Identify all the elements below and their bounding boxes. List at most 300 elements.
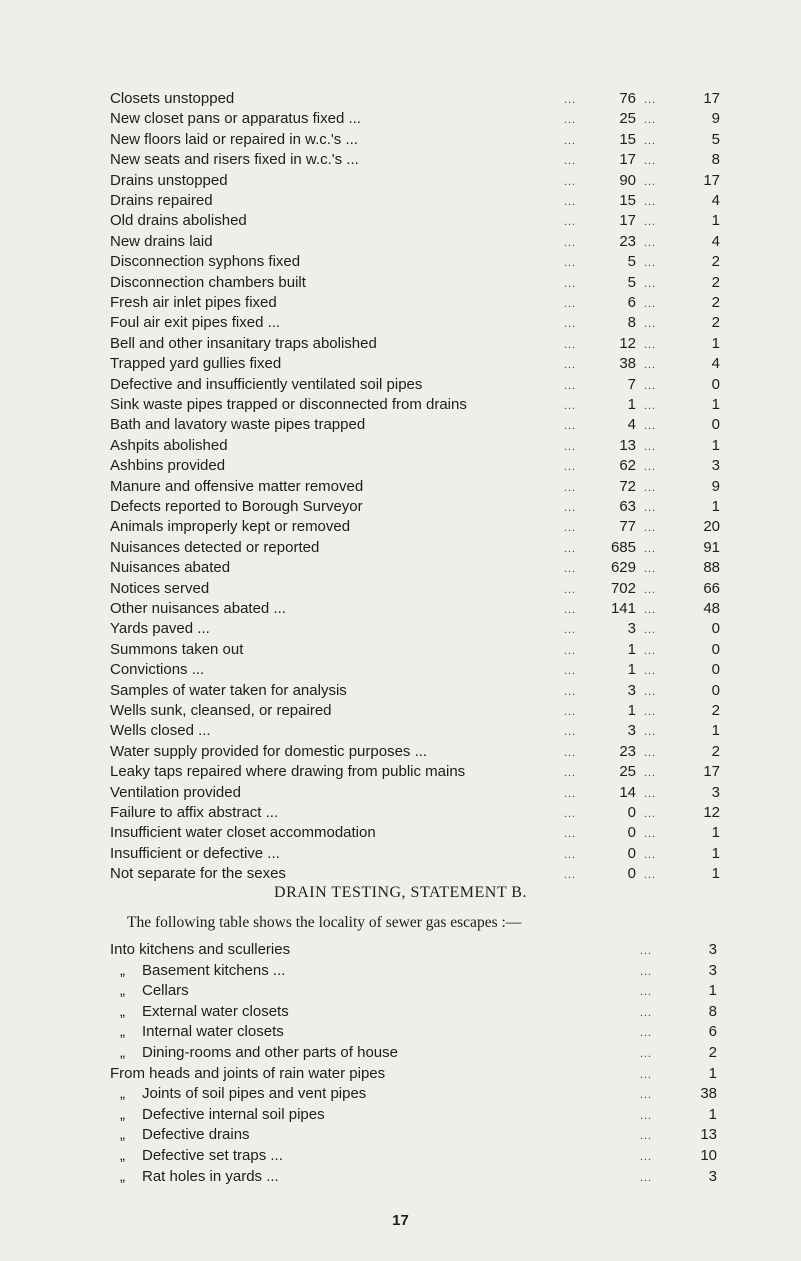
row-value-2: 2 xyxy=(711,702,720,719)
row-value-1: 1 xyxy=(627,702,636,719)
leader-dots: ... xyxy=(644,581,656,596)
row-label: Ventilation provided xyxy=(110,783,241,801)
table-row xyxy=(110,130,800,150)
item-label: Rat holes in yards ... xyxy=(142,1167,279,1185)
row-value-1: 3 xyxy=(627,681,636,699)
row-label: Bell and other insanitary traps abolished xyxy=(110,334,377,352)
list-item xyxy=(110,1084,800,1104)
item-value: 10 xyxy=(700,1147,717,1164)
row-label: Convictions ... xyxy=(110,661,205,679)
item-label-group xyxy=(110,1064,385,1084)
row-value-1: 0 xyxy=(627,865,636,883)
item-value: 1 xyxy=(708,982,717,1000)
table-row xyxy=(110,89,800,109)
row-label: Sink waste pipes trapped or disconnected from drains xyxy=(110,396,467,413)
leader-dots: ... xyxy=(644,255,656,270)
row-value-1: 141 xyxy=(610,600,636,617)
row-value-2: 2 xyxy=(711,253,720,271)
table-row xyxy=(110,803,800,823)
leader-dots: ... xyxy=(564,112,576,127)
leader-dots: ... xyxy=(564,234,576,249)
row-value-1: 15 xyxy=(619,192,636,209)
leader-dots: ... xyxy=(644,867,656,882)
table-row xyxy=(110,497,800,517)
table-row xyxy=(110,477,800,497)
leader-dots: ... xyxy=(644,214,656,229)
row-label: Ashpits abolished xyxy=(110,436,228,454)
leader-dots: ... xyxy=(640,1149,652,1163)
item-value: 1 xyxy=(708,1105,717,1123)
leader-dots: ... xyxy=(644,704,656,718)
row-label: Nuisances detected or reported xyxy=(110,538,320,556)
table-row xyxy=(110,701,800,721)
item-label-group xyxy=(110,1043,398,1063)
item-label: Cellars xyxy=(142,982,189,1000)
row-value-1: 25 xyxy=(619,763,636,781)
item-label: Basement kitchens ... xyxy=(142,961,286,979)
row-label: Samples of water taken for analysis xyxy=(110,681,347,699)
item-value: 6 xyxy=(708,1023,717,1041)
leader-dots: ... xyxy=(644,316,656,331)
row-value-1: 14 xyxy=(619,783,636,801)
leader-dots: ... xyxy=(564,275,576,290)
leader-dots: ... xyxy=(640,1025,652,1040)
leader-dots: ... xyxy=(644,785,656,800)
table-row xyxy=(110,313,800,333)
leader-dots: ... xyxy=(564,785,576,800)
leader-dots: ... xyxy=(644,357,656,372)
leader-dots: ... xyxy=(564,704,576,718)
row-value-2: 0 xyxy=(711,375,720,393)
row-value-2: 4 xyxy=(711,355,720,373)
row-label: Defects reported to Borough Surveyor xyxy=(110,498,363,515)
ditto-mark: „ xyxy=(120,1085,125,1103)
leader-dots: ... xyxy=(564,459,576,474)
item-label-group xyxy=(110,1167,279,1187)
table-row xyxy=(110,783,800,803)
row-label: Ashbins provided xyxy=(110,457,226,475)
row-value-2: 0 xyxy=(711,620,720,638)
leader-dots: ... xyxy=(644,275,656,290)
table-row xyxy=(110,864,800,884)
leader-dots: ... xyxy=(564,744,576,759)
table-row xyxy=(110,334,800,354)
row-label: Bath and lavatory waste pipes trapped xyxy=(110,416,366,434)
row-label: Yards paved ... xyxy=(110,620,210,638)
leader-dots: ... xyxy=(644,826,656,841)
row-value-2: 1 xyxy=(711,212,720,230)
table-row xyxy=(110,232,800,252)
leader-dots: ... xyxy=(564,173,576,188)
table-row xyxy=(110,844,800,864)
item-value: 8 xyxy=(708,1002,717,1020)
row-label: Animals improperly kept or removed xyxy=(110,518,351,536)
table-row xyxy=(110,354,800,374)
item-label: Defective set traps ... xyxy=(142,1147,283,1164)
table-row xyxy=(110,436,800,456)
row-label: Insufficient or defective ... xyxy=(110,844,280,862)
row-value-1: 702 xyxy=(610,579,636,597)
row-value-2: 1 xyxy=(711,844,720,862)
leader-dots: ... xyxy=(564,194,576,208)
leader-dots: ... xyxy=(640,984,652,999)
item-label: Defective drains xyxy=(142,1126,250,1144)
table-row xyxy=(110,558,800,578)
item-label-group xyxy=(110,1146,283,1166)
leader-dots: ... xyxy=(564,581,576,596)
row-value-2: 3 xyxy=(711,457,720,475)
row-label: Disconnection syphons fixed xyxy=(110,253,301,271)
list-item xyxy=(110,981,800,1001)
table-row xyxy=(110,762,800,782)
leader-dots: ... xyxy=(640,1107,652,1122)
leader-dots: ... xyxy=(644,234,656,249)
row-label: New seats and risers fixed in w.c.'s ... xyxy=(110,151,359,169)
row-label: Drains repaired xyxy=(110,192,213,209)
table-row xyxy=(110,171,800,191)
leader-dots: ... xyxy=(564,500,576,514)
ditto-mark: „ xyxy=(120,982,125,1000)
row-value-2: 2 xyxy=(711,273,720,291)
ditto-mark: „ xyxy=(120,1167,125,1185)
row-value-1: 0 xyxy=(627,844,636,862)
table-row xyxy=(110,599,800,619)
leader-dots: ... xyxy=(644,683,656,698)
row-label: Closets unstopped xyxy=(110,90,235,107)
row-label: Trapped yard gullies fixed xyxy=(110,355,282,373)
leader-dots: ... xyxy=(640,1087,652,1102)
item-label: Into kitchens and sculleries xyxy=(110,941,291,958)
list-item xyxy=(110,1125,800,1145)
table-row xyxy=(110,395,800,415)
row-value-1: 17 xyxy=(619,151,636,169)
leader-dots: ... xyxy=(644,173,656,188)
list-item xyxy=(110,940,800,960)
item-label-group xyxy=(110,961,285,981)
list-item xyxy=(110,1146,800,1166)
leader-dots: ... xyxy=(564,540,576,555)
leader-dots: ... xyxy=(644,132,656,147)
row-value-2: 88 xyxy=(703,559,720,577)
ditto-mark: „ xyxy=(120,1105,125,1123)
leader-dots: ... xyxy=(564,622,576,637)
table-row xyxy=(110,375,800,395)
row-value-1: 3 xyxy=(627,620,636,638)
item-label: Internal water closets xyxy=(142,1023,284,1041)
leader-dots: ... xyxy=(644,622,656,637)
row-value-2: 20 xyxy=(703,518,720,536)
item-label-group xyxy=(110,981,189,1001)
row-value-1: 76 xyxy=(619,90,636,107)
leader-dots: ... xyxy=(644,398,656,412)
leader-dots: ... xyxy=(640,1004,652,1019)
table-row xyxy=(110,721,800,741)
leader-dots: ... xyxy=(564,153,576,168)
leader-dots: ... xyxy=(564,561,576,576)
row-value-1: 63 xyxy=(619,498,636,515)
page-number: 17 xyxy=(392,1212,409,1229)
row-value-2: 1 xyxy=(711,334,720,352)
leader-dots: ... xyxy=(564,296,576,310)
item-label-group xyxy=(110,1084,366,1104)
row-value-1: 90 xyxy=(619,171,636,189)
leader-dots: ... xyxy=(564,826,576,841)
row-value-1: 0 xyxy=(627,804,636,821)
row-value-1: 8 xyxy=(627,314,636,332)
item-label: External water closets xyxy=(142,1002,289,1020)
row-value-2: 2 xyxy=(711,742,720,760)
row-value-1: 62 xyxy=(619,457,636,475)
leader-dots: ... xyxy=(644,663,656,678)
ditto-mark: „ xyxy=(120,1002,125,1020)
item-label-group xyxy=(110,1105,325,1125)
row-label: Water supply provided for domestic purposes ... xyxy=(110,742,428,760)
row-label: Disconnection chambers built xyxy=(110,273,306,291)
leader-dots: ... xyxy=(564,806,576,820)
leader-dots: ... xyxy=(564,398,576,412)
table-row xyxy=(110,681,800,701)
row-label: New drains laid xyxy=(110,232,213,250)
leader-dots: ... xyxy=(564,846,576,861)
row-value-2: 2 xyxy=(711,294,720,311)
row-value-2: 4 xyxy=(711,232,720,250)
row-label: Summons taken out xyxy=(110,640,244,658)
row-value-1: 25 xyxy=(619,110,636,128)
leader-dots: ... xyxy=(644,602,656,616)
row-value-1: 1 xyxy=(627,661,636,679)
list-item xyxy=(110,1002,800,1022)
row-value-1: 23 xyxy=(619,742,636,760)
leader-dots: ... xyxy=(644,806,656,820)
list-item xyxy=(110,1105,800,1125)
leader-dots: ... xyxy=(644,765,656,780)
item-label: Defective internal soil pipes xyxy=(142,1105,325,1123)
leader-dots: ... xyxy=(564,479,576,494)
row-value-2: 12 xyxy=(703,804,720,821)
row-label: New floors laid or repaired in w.c.'s ... xyxy=(110,130,358,148)
ditto-mark: „ xyxy=(120,1126,125,1144)
leader-dots: ... xyxy=(644,92,656,106)
row-value-1: 17 xyxy=(619,212,636,230)
row-value-2: 2 xyxy=(711,314,720,332)
ditto-mark: „ xyxy=(120,1023,125,1041)
row-value-1: 3 xyxy=(627,722,636,740)
row-label: Nuisances abated xyxy=(110,559,231,577)
leader-dots: ... xyxy=(640,1066,652,1081)
list-item xyxy=(110,1064,800,1084)
list-item xyxy=(110,1022,800,1042)
row-value-2: 9 xyxy=(711,110,720,128)
leader-dots: ... xyxy=(644,459,656,474)
leader-dots: ... xyxy=(644,418,656,433)
leader-dots: ... xyxy=(644,846,656,861)
leader-dots: ... xyxy=(644,194,656,208)
row-label: Old drains abolished xyxy=(110,212,247,230)
row-value-2: 0 xyxy=(711,661,720,679)
leader-dots: ... xyxy=(564,336,576,351)
item-value: 13 xyxy=(700,1126,717,1144)
leader-dots: ... xyxy=(564,255,576,270)
row-label: Not separate for the sexes xyxy=(110,865,286,883)
table-row xyxy=(110,823,800,843)
row-value-1: 5 xyxy=(627,253,636,271)
row-label: Failure to affix abstract ... xyxy=(110,804,279,821)
leader-dots: ... xyxy=(564,724,576,739)
row-label: Drains unstopped xyxy=(110,171,228,189)
row-value-2: 0 xyxy=(711,416,720,434)
table-row xyxy=(110,109,800,129)
row-value-1: 1 xyxy=(627,640,636,658)
row-value-2: 1 xyxy=(711,824,720,842)
row-value-1: 6 xyxy=(627,294,636,311)
row-value-2: 17 xyxy=(703,171,720,189)
row-value-2: 17 xyxy=(703,90,720,107)
leader-dots: ... xyxy=(644,520,656,535)
leader-dots: ... xyxy=(640,963,652,978)
row-value-2: 1 xyxy=(711,865,720,883)
table-row xyxy=(110,273,800,293)
leader-dots: ... xyxy=(640,1169,652,1184)
row-value-1: 5 xyxy=(627,273,636,291)
leader-dots: ... xyxy=(640,1046,652,1060)
row-value-1: 13 xyxy=(619,436,636,454)
item-label-group xyxy=(110,940,290,960)
leader-dots: ... xyxy=(564,765,576,780)
row-value-2: 0 xyxy=(711,640,720,658)
item-label: Dining-rooms and other parts of house xyxy=(142,1044,398,1061)
leader-dots: ... xyxy=(564,92,576,106)
leader-dots: ... xyxy=(564,683,576,698)
ditto-mark: „ xyxy=(120,961,125,979)
row-value-2: 91 xyxy=(703,538,720,556)
leader-dots: ... xyxy=(644,561,656,576)
item-value: 3 xyxy=(708,961,717,979)
list-item xyxy=(110,961,800,981)
row-value-2: 3 xyxy=(711,783,720,801)
row-value-2: 9 xyxy=(711,477,720,495)
row-label: Fresh air inlet pipes fixed xyxy=(110,294,277,311)
leader-dots: ... xyxy=(644,744,656,759)
row-label: Manure and offensive matter removed xyxy=(110,477,364,495)
leader-dots: ... xyxy=(644,377,656,392)
row-value-2: 1 xyxy=(711,436,720,454)
row-label: Foul air exit pipes fixed ... xyxy=(110,314,281,332)
row-value-1: 12 xyxy=(619,334,636,352)
row-value-2: 1 xyxy=(711,498,720,515)
row-value-1: 15 xyxy=(619,130,636,148)
row-value-2: 4 xyxy=(711,192,720,209)
row-value-2: 8 xyxy=(711,151,720,169)
table-row xyxy=(110,252,800,272)
row-label: Leaky taps repaired where drawing from public mains xyxy=(110,763,466,781)
leader-dots: ... xyxy=(564,438,576,453)
leader-dots: ... xyxy=(564,316,576,331)
row-value-1: 4 xyxy=(627,416,636,434)
item-label-group xyxy=(110,1022,284,1042)
table-row xyxy=(110,415,800,435)
item-label-group xyxy=(110,1002,289,1022)
leader-dots: ... xyxy=(644,296,656,310)
row-value-2: 17 xyxy=(703,763,720,781)
statement-b-title: DRAIN TESTING, STATEMENT B. xyxy=(274,884,527,901)
row-label: Wells sunk, cleansed, or repaired xyxy=(110,702,332,719)
table-row xyxy=(110,211,800,231)
leader-dots: ... xyxy=(564,418,576,433)
ditto-mark: „ xyxy=(120,1044,125,1061)
item-label: From heads and joints of rain water pipes xyxy=(110,1064,386,1082)
leader-dots: ... xyxy=(564,357,576,372)
row-value-2: 48 xyxy=(703,600,720,617)
item-label-group xyxy=(110,1125,250,1145)
row-value-1: 629 xyxy=(610,559,636,577)
row-value-2: 5 xyxy=(711,130,720,148)
table-row xyxy=(110,640,800,660)
leader-dots: ... xyxy=(644,500,656,514)
leader-dots: ... xyxy=(644,540,656,555)
row-value-2: 0 xyxy=(711,681,720,699)
row-label: Insufficient water closet accommodation xyxy=(110,824,376,842)
row-label: Wells closed ... xyxy=(110,722,211,740)
table-row xyxy=(110,742,800,762)
leader-dots: ... xyxy=(564,214,576,229)
table-row xyxy=(110,660,800,680)
row-value-2: 66 xyxy=(703,579,720,597)
item-value: 2 xyxy=(708,1044,717,1061)
row-value-1: 38 xyxy=(619,355,636,373)
table-row xyxy=(110,517,800,537)
leader-dots: ... xyxy=(564,520,576,535)
leader-dots: ... xyxy=(644,112,656,127)
row-value-1: 0 xyxy=(627,824,636,842)
row-value-1: 23 xyxy=(619,232,636,250)
row-value-1: 685 xyxy=(610,538,636,556)
leader-dots: ... xyxy=(564,132,576,147)
leader-dots: ... xyxy=(564,867,576,882)
leader-dots: ... xyxy=(644,724,656,739)
list-item xyxy=(110,1043,800,1063)
row-value-2: 1 xyxy=(711,722,720,740)
table-row xyxy=(110,579,800,599)
leader-dots: ... xyxy=(564,663,576,678)
row-label: New closet pans or apparatus fixed ... xyxy=(110,110,361,128)
leader-dots: ... xyxy=(644,153,656,168)
row-value-1: 77 xyxy=(619,518,636,536)
leader-dots: ... xyxy=(644,642,656,657)
row-value-1: 7 xyxy=(627,375,636,393)
table-row xyxy=(110,293,800,313)
leader-dots: ... xyxy=(640,943,652,957)
leader-dots: ... xyxy=(640,1128,652,1143)
leader-dots: ... xyxy=(644,336,656,351)
leader-dots: ... xyxy=(644,479,656,494)
row-label: Other nuisances abated ... xyxy=(110,600,286,617)
leader-dots: ... xyxy=(564,602,576,616)
statement-b-intro: The following table shows the locality of sewer gas escapes :— xyxy=(127,914,522,931)
leader-dots: ... xyxy=(564,377,576,392)
row-label: Notices served xyxy=(110,579,210,597)
table-row xyxy=(110,456,800,476)
item-value: 3 xyxy=(708,941,717,958)
row-label: Defective and insufficiently ventilated soil pipes xyxy=(110,375,423,393)
item-label: Joints of soil pipes and vent pipes xyxy=(142,1085,367,1103)
row-value-1: 1 xyxy=(627,396,636,413)
ditto-mark: „ xyxy=(120,1147,125,1164)
list-item xyxy=(110,1167,800,1187)
item-value: 38 xyxy=(700,1085,717,1103)
leader-dots: ... xyxy=(564,642,576,657)
table-row xyxy=(110,619,800,639)
leader-dots: ... xyxy=(644,438,656,453)
